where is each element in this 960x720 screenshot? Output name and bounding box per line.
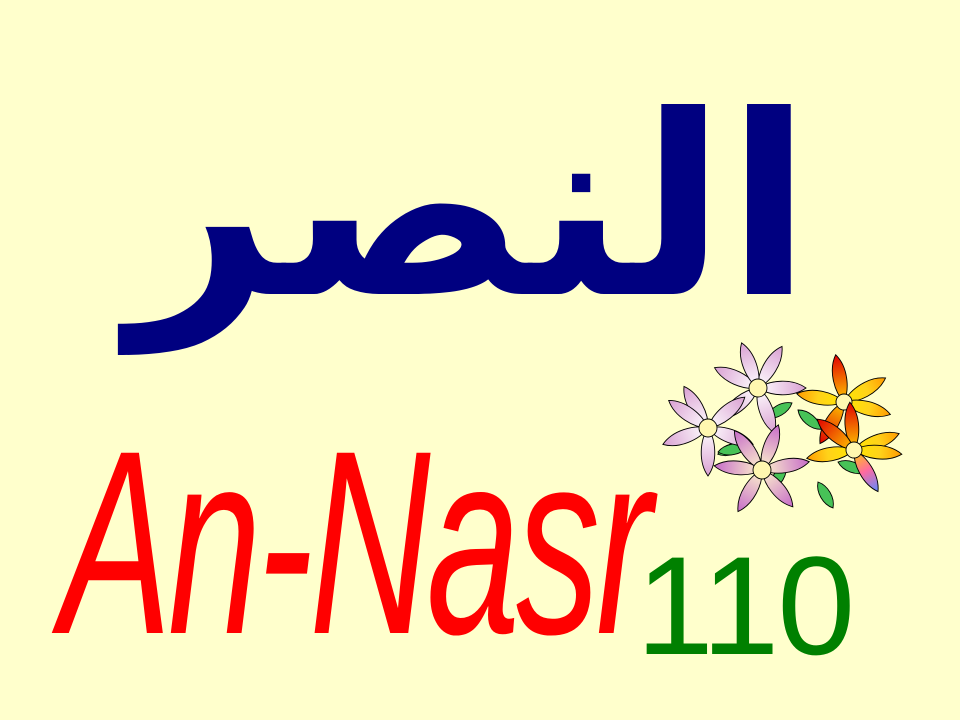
- transliterated-surah-title: An-Nasr: [60, 396, 649, 689]
- surah-number: 110: [636, 527, 854, 684]
- flower-bouquet-icon: [648, 332, 940, 522]
- arabic-surah-title: النصر: [128, 62, 812, 353]
